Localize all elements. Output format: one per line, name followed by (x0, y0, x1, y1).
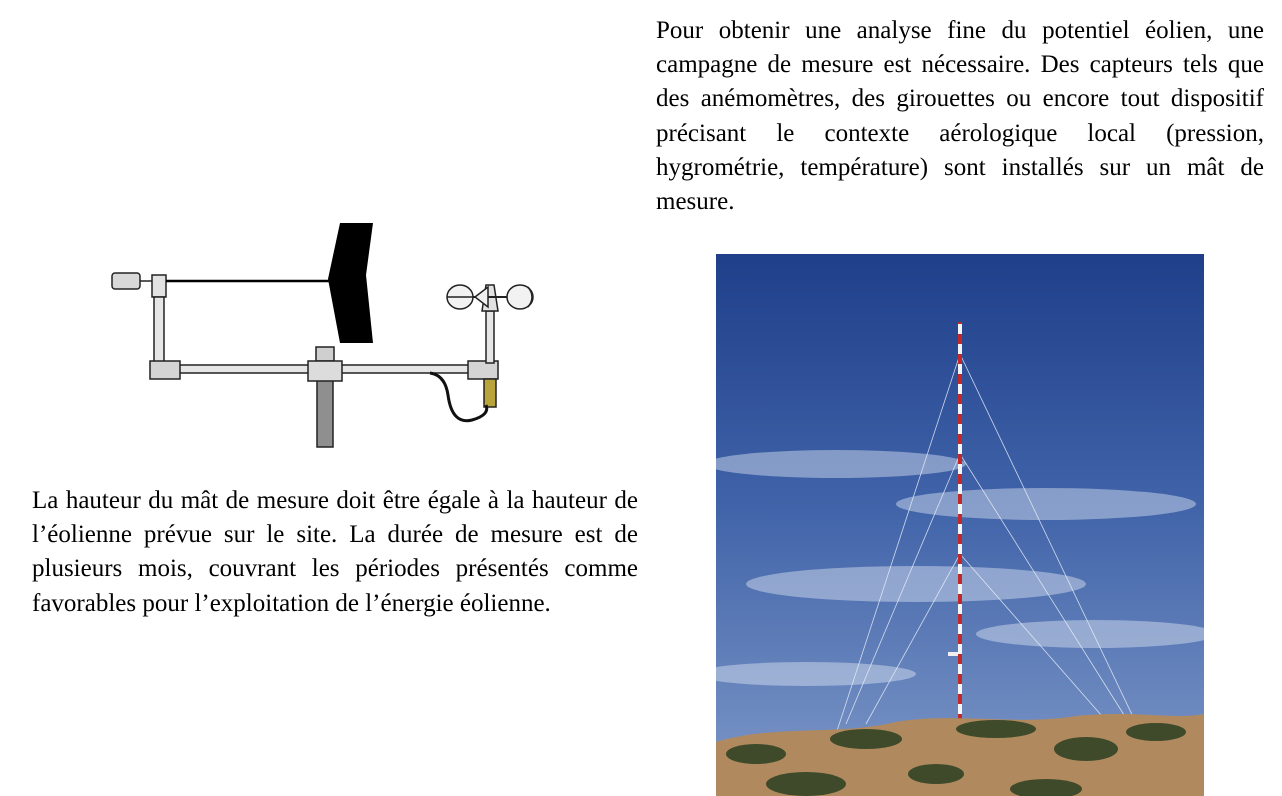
measurement-mast-photo (716, 254, 1204, 796)
mast-height-paragraph: La hauteur du mât de mesure doit être égale à la hauteur de l’éolienne prévue sur le site. La durée de mesure est de plusieurs mois, couvrant les périodes présentés comme favorables pour l’exploitation de l’énergie éolienne. (32, 487, 638, 617)
intro-paragraph: Pour obtenir une analyse fine du potentiel éolien, une campagne de mesure est nécessaire. Des capteurs tels que des anémomètres, des girouettes ou encore tout dispositif précisant le contexte aérologique local (pression, hygrométrie, température) sont installés sur un mât de mesure. (656, 17, 1264, 216)
lattice-mast (958, 322, 962, 724)
vane-tail-fin (328, 223, 373, 343)
sensor-cable (430, 373, 487, 421)
wind-sensor-illustration (100, 215, 550, 455)
support-pole (317, 379, 333, 447)
cable-connector (484, 379, 496, 407)
vane-counterweight (112, 273, 140, 289)
